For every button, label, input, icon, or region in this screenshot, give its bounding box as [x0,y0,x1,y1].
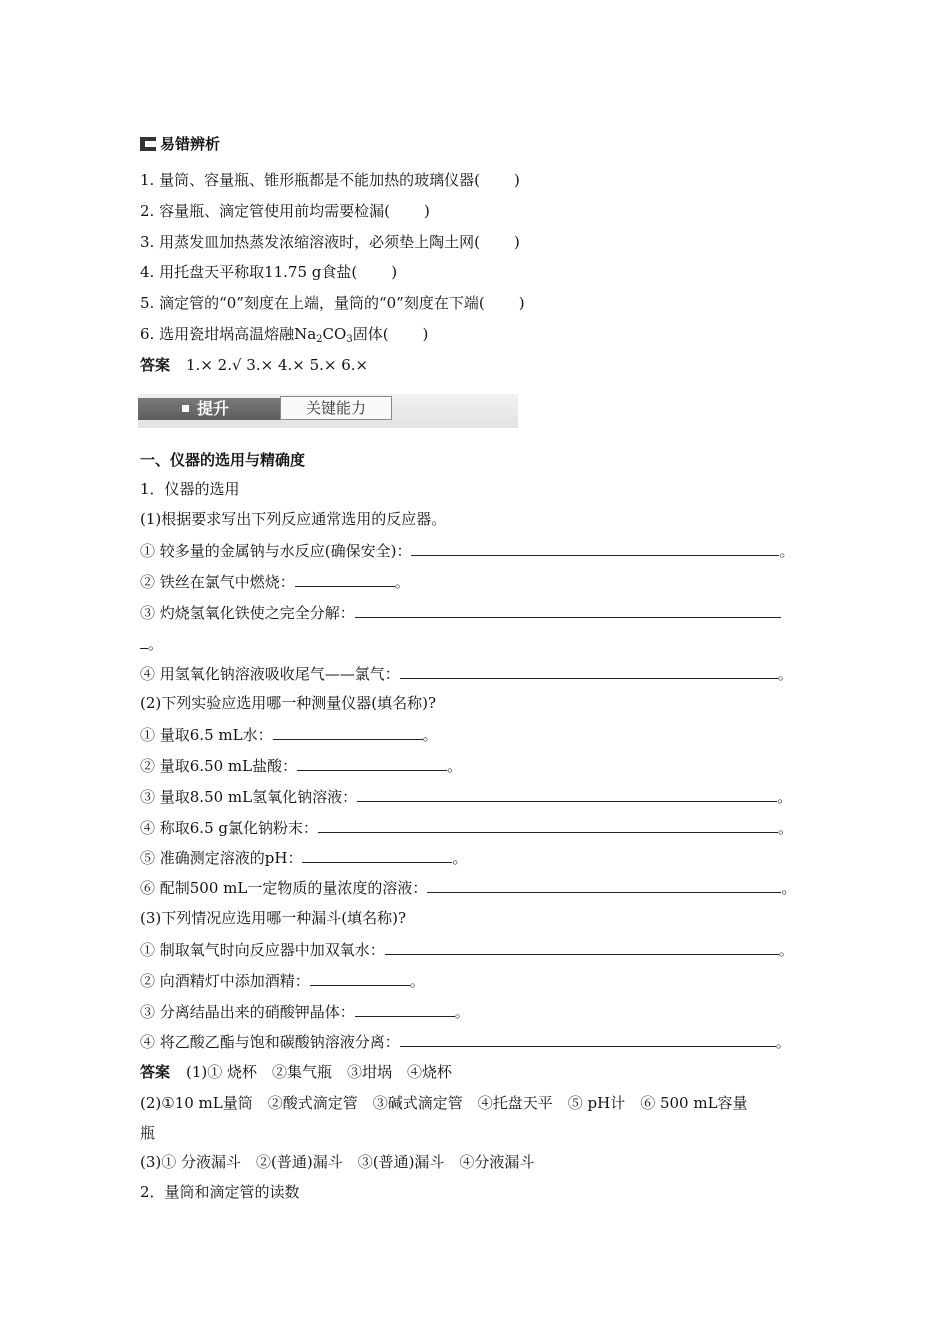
answer-1: 答案 1.× 2.√ 3.× 4.× 5.× 6.× [140,356,369,374]
q1-item-4: ④ 用氢氧化钠溶液吸收尾气——氯气： 。 [140,665,793,683]
q1-item-1: ① 较多量的金属钠与水反应(确保安全)： 。 [140,542,795,560]
q1-item-3: ③ 灼烧氢氧化铁使之完全分解： [140,602,781,623]
answer-blank[interactable] [295,571,395,587]
banner-light: 关键能力 [280,396,392,420]
error-item-2: 2. 容量瓶、滴定管使用前均需要检漏( ) [140,202,430,220]
section-banner [138,394,518,428]
q2-item-1: ① 量取6.5 mL水： 。 [140,726,438,744]
answer-blank[interactable] [140,633,148,649]
answer-blank[interactable] [355,602,781,618]
error-item-5: 5. 滴定管的“0”刻度在上端，量筒的“0”刻度在下端( ) [140,294,525,312]
answer-blank[interactable] [400,1031,776,1047]
section-title: 易错辨析 [140,134,220,154]
answer-2-line-2: (2)①10 mL量筒 ②酸式滴定管 ③碱式滴定管 ④托盘天平 ⑤ pH计 ⑥ 500 mL容量 [140,1094,748,1112]
q2-item-5: ⑤ 准确测定溶液的pH： 。 [140,849,468,867]
answer-blank[interactable] [297,755,447,771]
answer-2-line-1: 答案 (1)① 烧杯 ②集气瓶 ③坩埚 ④烧杯 [140,1063,453,1081]
answer-blank[interactable] [273,724,423,740]
section-icon [140,137,156,151]
subheading-1: 1．仪器的选用 [140,480,240,498]
q1-item-3-cont: 。 [140,633,163,654]
answer-2-line-3: 瓶 [140,1124,156,1142]
q3-item-2: ② 向酒精灯中添加酒精： 。 [140,972,425,990]
answer-blank[interactable] [411,540,779,556]
q2-item-6: ⑥ 配制500 mL一定物质的量浓度的溶液： 。 [140,879,797,897]
question-2: (2)下列实验应选用哪一种测量仪器(填名称)? [140,694,436,712]
q1-item-2: ② 铁丝在氯气中燃烧： 。 [140,573,410,591]
error-item-3: 3. 用蒸发皿加热蒸发浓缩溶液时，必须垫上陶土网( ) [140,233,520,251]
answer-blank[interactable] [400,663,778,679]
answer-blank[interactable] [357,786,777,802]
q3-item-1: ① 制取氧气时向反应器中加双氧水： 。 [140,941,794,959]
heading-1: 一、仪器的选用与精确度 [140,451,306,469]
answer-blank[interactable] [310,970,410,986]
q2-item-4: ④ 称取6.5 g氯化钠粉末： 。 [140,819,794,837]
answer-blank[interactable] [302,847,452,863]
q2-item-2: ② 量取6.50 mL盐酸： 。 [140,757,463,775]
square-icon [182,405,189,412]
answer-blank[interactable] [385,939,779,955]
question-3: (3)下列情况应选用哪一种漏斗(填名称)? [140,909,406,927]
banner-dark: 提升 [138,398,280,420]
question-1: (1)根据要求写出下列反应通常选用的反应器。 [140,510,447,528]
q3-item-4: ④ 将乙酸乙酯与饱和碳酸钠溶液分离： 。 [140,1033,791,1051]
error-item-4: 4. 用托盘天平称取11.75 g食盐( ) [140,263,398,281]
answer-2-line-4: (3)① 分液漏斗 ②(普通)漏斗 ③(普通)漏斗 ④分液漏斗 [140,1153,535,1171]
answer-blank[interactable] [427,877,781,893]
answer-blank[interactable] [318,817,778,833]
q2-item-3: ③ 量取8.50 mL氢氧化钠溶液： 。 [140,788,793,806]
error-item-6: 6. 选用瓷坩埚高温熔融$Na_2CO_3$固体( ) [140,325,429,345]
answer-blank[interactable] [355,1001,455,1017]
subheading-2: 2．量筒和滴定管的读数 [140,1183,300,1201]
q3-item-3: ③ 分离结晶出来的硝酸钾晶体： 。 [140,1003,470,1021]
error-item-1: 1. 量筒、容量瓶、锥形瓶都是不能加热的玻璃仪器( ) [140,171,520,189]
